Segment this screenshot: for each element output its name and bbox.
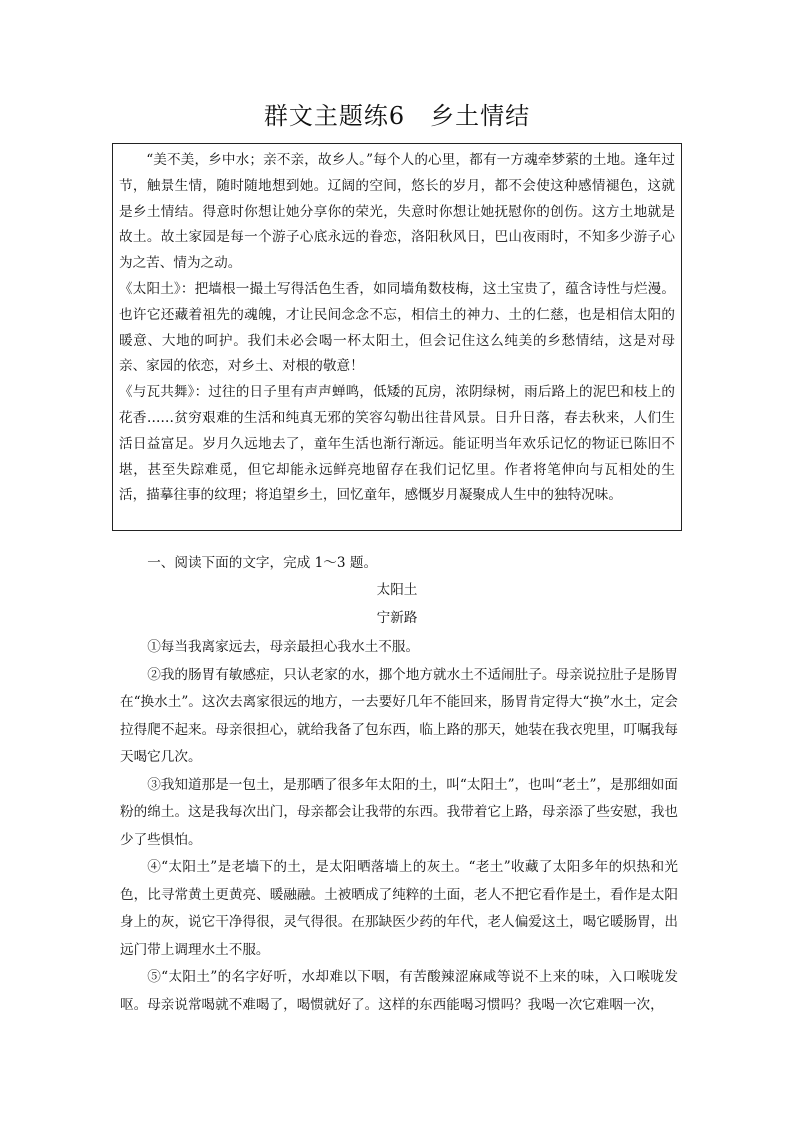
story-body [120,634,678,1019]
story-paragraph: ③我知道那是一包土，是那晒了很多年太阳的土，叫“太阳土”，也叫“老土”，是那细如面粉的绵土。这是我每次出门，母亲都会让我带的东西。我带着它上路，母亲添了些安慰，我也少了些惧怕。 [120,776,678,848]
intro-paragraph: 《与瓦共舞》：过往的日子里有声声蝉鸣，低矮的瓦房，浓阴绿树，雨后路上的泥巴和枝上的花香……贫穷艰难的生活和纯真无邪的笑容勾勒出往昔风景。日升日落，春去秋来，人们生活日益富足。岁月久远地去了，童年生活也渐行渐远。能证明当年欢乐记忆的物证已陈旧不堪，甚至失踪难觅，但它却能永远鲜亮地留存在我们记忆里。作者将笔伸向与瓦相处的生活，描摹往事的纹理；将追望乡土，回忆童年，感慨岁月凝聚成人生中的独特况味。 [119,384,675,504]
story-paragraph: ④“太阳土”是老墙下的土，是太阳晒落墙上的灰土。“老土”收藏了太阳多年的炽热和光色，比寻常黄土更黄亮、暖融融。土被晒成了纯粹的土面，老人不把它看作是土，看作是太阳身上的灰，说它干净得很，灵气得很。在那缺医少药的年代，老人偏爱这土，喝它暖肠胃，出远门带上调理水土不服。 [120,859,678,958]
story-paragraph: ⑤“太阳土”的名字好听，水却难以下咽，有苦酸辣涩麻咸等说不上来的味，入口喉咙发呕。母亲说常喝就不难喝了，喝惯就好了。这样的东西能喝习惯吗？我喝一次它难咽一次， [120,969,678,1013]
story-paragraph: ①每当我离家远去，母亲最担心我水土不服。 [147,639,420,655]
question-instruction: 一、阅读下面的文字，完成 1～3 题。 [147,555,378,571]
intro-paragraph: “美不美，乡中水；亲不亲，故乡人。”每个人的心里，都有一方魂牵梦萦的土地。逢年过节，触景生情，随时随地想到她。辽阔的空间，悠长的岁月，都不会使这种感情褪色，这就是乡土情结。得意时你想让她分享你的荣光，失意时你想让她抚慰你的创伤。这方土地就是故土。故土家园是每一个游子心底永远的眷恋，洛阳秋风日，巴山夜雨时，不知多少游子心为之苦、情为之动。 [119,152,675,272]
story-author: 宁新路 [376,610,418,626]
page-title: 群文主题练6 乡土情结 [263,102,531,130]
intro-paragraph: 《太阳土》：把墙根一撮土写得活色生香，如同墙角数枝梅，这土宝贵了，蕴含诗性与烂漫。也许它还藏着祖先的魂魄，才让民间念念不忘，相信土的神力、土的仁慈，也是相信太阳的暖意、大地的呵护。我们未必会喝一杯太阳土，但会记住这么纯美的乡愁情结，这是对母亲、家园的依恋，对乡土、对根的敬意！ [119,280,675,375]
intro-box [112,143,682,531]
story-title: 太阳土 [376,582,418,598]
story-paragraph: ②我的肠胃有敏感症，只认老家的水，挪个地方就水土不适闹肚子。母亲说拉肚子是肠胃在“换水土”。这次去离家很远的地方，一去要好几年不能回来，肠胃肯定得大“换”水土，定会拉得爬不起来。母亲很担心，就给我备了包东西，临上路的那天，她装在我衣兜里，叮嘱我每天喝它几次。 [120,666,678,765]
